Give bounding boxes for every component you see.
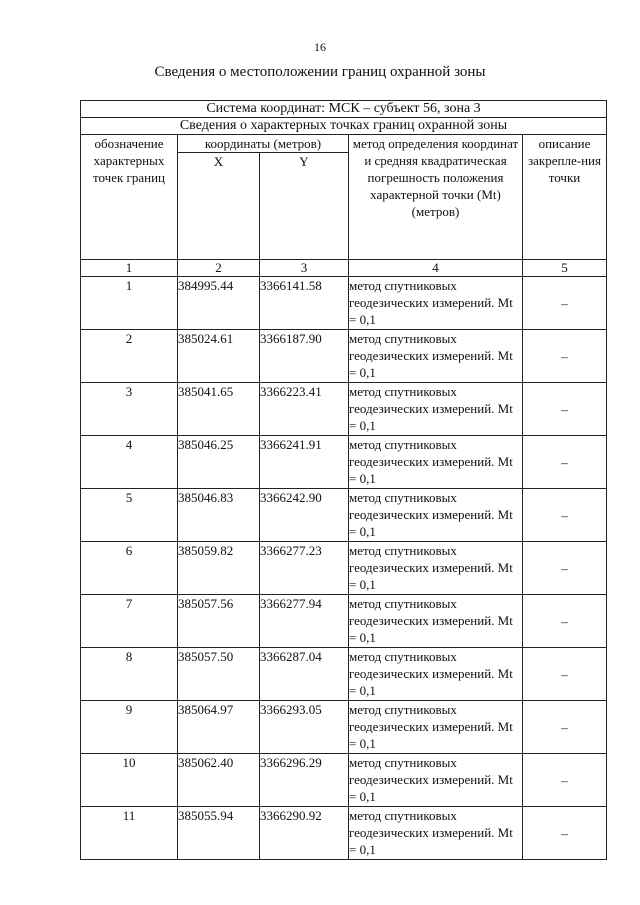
description-cell: – [523, 489, 607, 542]
point-cell: 7 [81, 595, 178, 648]
x-coordinate-cell: 385064.97 [178, 701, 260, 754]
table-row [81, 648, 607, 701]
description-cell: – [523, 277, 607, 330]
point-cell: 10 [81, 754, 178, 807]
description-cell: – [523, 383, 607, 436]
point-cell: 11 [81, 807, 178, 860]
description-cell: – [523, 807, 607, 860]
y-coordinate-cell: 3366242.90 [260, 489, 349, 542]
header-x: X [178, 153, 260, 260]
table-row [81, 542, 607, 595]
table-subtitle-row [81, 118, 607, 135]
header-method: метод определения координат и средняя квадратическая погрешность положения характерной точки (Mt) (метров) [349, 135, 523, 260]
y-coordinate-cell: 3366277.94 [260, 595, 349, 648]
method-cell: метод спутниковых геодезических измерений. Mt = 0,1 [349, 277, 523, 330]
method-cell: метод спутниковых геодезических измерений. Mt = 0,1 [349, 595, 523, 648]
description-cell: – [523, 701, 607, 754]
table-row [81, 330, 607, 383]
method-cell: метод спутниковых геодезических измерений. Mt = 0,1 [349, 330, 523, 383]
coordinate-system-cell: Система координат: МСК – субъект 56, зона 3 [81, 101, 607, 118]
method-cell: метод спутниковых геодезических измерений. Mt = 0,1 [349, 542, 523, 595]
description-cell: – [523, 542, 607, 595]
column-number-row [81, 260, 607, 277]
method-cell: метод спутниковых геодезических измерений. Mt = 0,1 [349, 807, 523, 860]
x-coordinate-cell: 385055.94 [178, 807, 260, 860]
header-designation: обозначение характерных точек границ [81, 135, 178, 260]
point-cell: 5 [81, 489, 178, 542]
y-coordinate-cell: 3366277.23 [260, 542, 349, 595]
description-cell: – [523, 754, 607, 807]
point-cell: 1 [81, 277, 178, 330]
column-number-2: 2 [178, 260, 260, 277]
column-number-3: 3 [260, 260, 349, 277]
table-row [81, 383, 607, 436]
column-number-5: 5 [523, 260, 607, 277]
y-coordinate-cell: 3366290.92 [260, 807, 349, 860]
description-cell: – [523, 436, 607, 489]
method-cell: метод спутниковых геодезических измерений. Mt = 0,1 [349, 648, 523, 701]
x-coordinate-cell: 385057.50 [178, 648, 260, 701]
coordinate-system-row [81, 101, 607, 118]
table-subtitle-cell: Сведения о характерных точках границ охранной зоны [81, 118, 607, 135]
x-coordinate-cell: 385046.83 [178, 489, 260, 542]
method-cell: метод спутниковых геодезических измерений. Mt = 0,1 [349, 383, 523, 436]
y-coordinate-cell: 3366296.29 [260, 754, 349, 807]
x-coordinate-cell: 385057.56 [178, 595, 260, 648]
table-row [81, 754, 607, 807]
x-coordinate-cell: 385041.65 [178, 383, 260, 436]
page-number: 16 [314, 40, 326, 54]
header-coordinates: координаты (метров) [178, 135, 349, 153]
method-cell: метод спутниковых геодезических измерений. Mt = 0,1 [349, 701, 523, 754]
y-coordinate-cell: 3366223.41 [260, 383, 349, 436]
x-coordinate-cell: 385062.40 [178, 754, 260, 807]
y-coordinate-cell: 3366241.91 [260, 436, 349, 489]
table-row [81, 489, 607, 542]
point-cell: 4 [81, 436, 178, 489]
x-coordinate-cell: 385046.25 [178, 436, 260, 489]
point-cell: 3 [81, 383, 178, 436]
description-cell: – [523, 595, 607, 648]
table-row [81, 807, 607, 860]
header-description: описание закрепле-ния точки [523, 135, 607, 260]
table-row [81, 277, 607, 330]
header-row [81, 135, 607, 153]
y-coordinate-cell: 3366287.04 [260, 648, 349, 701]
header-y: Y [260, 153, 349, 260]
x-coordinate-cell: 385024.61 [178, 330, 260, 383]
point-cell: 2 [81, 330, 178, 383]
table-row [81, 701, 607, 754]
point-cell: 9 [81, 701, 178, 754]
x-coordinate-cell: 384995.44 [178, 277, 260, 330]
point-cell: 6 [81, 542, 178, 595]
y-coordinate-cell: 3366187.90 [260, 330, 349, 383]
description-cell: – [523, 330, 607, 383]
method-cell: метод спутниковых геодезических измерений. Mt = 0,1 [349, 489, 523, 542]
table-row [81, 436, 607, 489]
x-coordinate-cell: 385059.82 [178, 542, 260, 595]
method-cell: метод спутниковых геодезических измерений. Mt = 0,1 [349, 436, 523, 489]
point-cell: 8 [81, 648, 178, 701]
method-cell: метод спутниковых геодезических измерений. Mt = 0,1 [349, 754, 523, 807]
table-row [81, 595, 607, 648]
document-title: Сведения о местоположении границ охранной зоны [154, 64, 486, 80]
column-number-4: 4 [349, 260, 523, 277]
y-coordinate-cell: 3366141.58 [260, 277, 349, 330]
boundary-points-table [80, 100, 607, 860]
y-coordinate-cell: 3366293.05 [260, 701, 349, 754]
description-cell: – [523, 648, 607, 701]
column-number-1: 1 [81, 260, 178, 277]
